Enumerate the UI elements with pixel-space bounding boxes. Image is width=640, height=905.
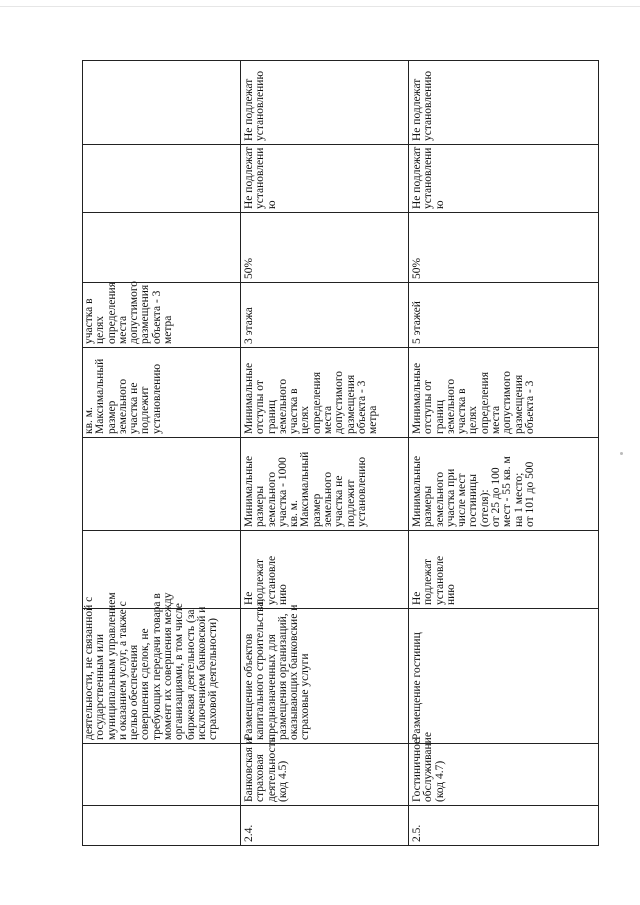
table-col-divider bbox=[82, 530, 599, 531]
table-border-top bbox=[82, 60, 599, 61]
row-2-vri: Банковская и страховая деятельность (код 4.5) bbox=[243, 737, 289, 802]
row-2-plot-size: Не подлежат установле нию bbox=[243, 555, 289, 605]
table-row-divider bbox=[408, 60, 409, 846]
table-col-divider bbox=[82, 437, 599, 438]
row-2-description: Размещение объектов капитального строительства, предназначенных для размещения организаций, оказывающих банковские и страховые услуги bbox=[243, 598, 312, 740]
row-2-plot-params: Минимальные размеры земельного участка - 1000 кв. м. Максимальный размер земельного участка не подлежит установлению bbox=[243, 451, 368, 527]
row-2-setbacks: Минимальные отступы от границ земельного участка в целях определения места допустимого размещения объекта - 3 метра bbox=[243, 362, 380, 434]
table-border-bottom bbox=[82, 845, 599, 846]
row-3-plot-params: Минимальные размеры земельного участка при числе мест гостиницы (отеля): от 25 до 100 мест - 55 кв. м на 1 место; от 101 до 500 bbox=[411, 455, 536, 527]
table-col-divider bbox=[82, 144, 599, 145]
row-3-vri: Гостиничное обслуживание (код 4.7) bbox=[411, 732, 446, 802]
scan-artifact bbox=[620, 452, 623, 455]
row-3-floors: 5 этажей bbox=[411, 301, 423, 344]
row-3-description: Размещение гостиниц bbox=[411, 632, 423, 740]
row-3-setbacks: Минимальные отступы от границ земельного участка в целях определения места допустимого размещения объекта - 3 bbox=[411, 362, 536, 434]
document-table bbox=[82, 60, 599, 846]
row-3-coverage: 50% bbox=[411, 257, 423, 279]
row-2-col10: Не подлежат установлению bbox=[243, 70, 267, 141]
row-3-number: 2.5. bbox=[411, 824, 423, 842]
row-1-description: деятельности, не связанной с государственным или муниципальным управлением и оказанием услуг, а также с целью обеспечения совершения сделок, не требующих передачи товара в момент их совершения между организациями, в том числе биржевая деятельность (за исключением банковской и страховой деятельности) bbox=[83, 592, 220, 740]
row-2-coverage: 50% bbox=[243, 257, 255, 279]
row-2-col9: Не подлежат установлени ю bbox=[243, 146, 278, 209]
row-2-number: 2.4. bbox=[243, 824, 255, 842]
table-border-right bbox=[598, 60, 599, 846]
row-1-setbacks: участка в целях определения места допустимого размещения объекта - 3 метра bbox=[83, 281, 175, 344]
page-top-rule bbox=[0, 6, 640, 7]
table-col-divider bbox=[82, 743, 599, 744]
row-2-floors: 3 этажа bbox=[243, 307, 255, 344]
row-3-plot-size: Не подлежат установле нию bbox=[411, 555, 457, 605]
row-1-plot-params: кв. м. Максимальный размер земельного участка не подлежит установлению bbox=[83, 358, 163, 434]
table-col-divider bbox=[82, 805, 599, 806]
table-row-divider bbox=[240, 60, 241, 846]
row-3-col9: Не подлежат установлени ю bbox=[411, 146, 446, 209]
row-3-col10: Не подлежат установлению bbox=[411, 70, 435, 141]
table-col-divider bbox=[82, 212, 599, 213]
table-col-divider bbox=[82, 347, 599, 348]
